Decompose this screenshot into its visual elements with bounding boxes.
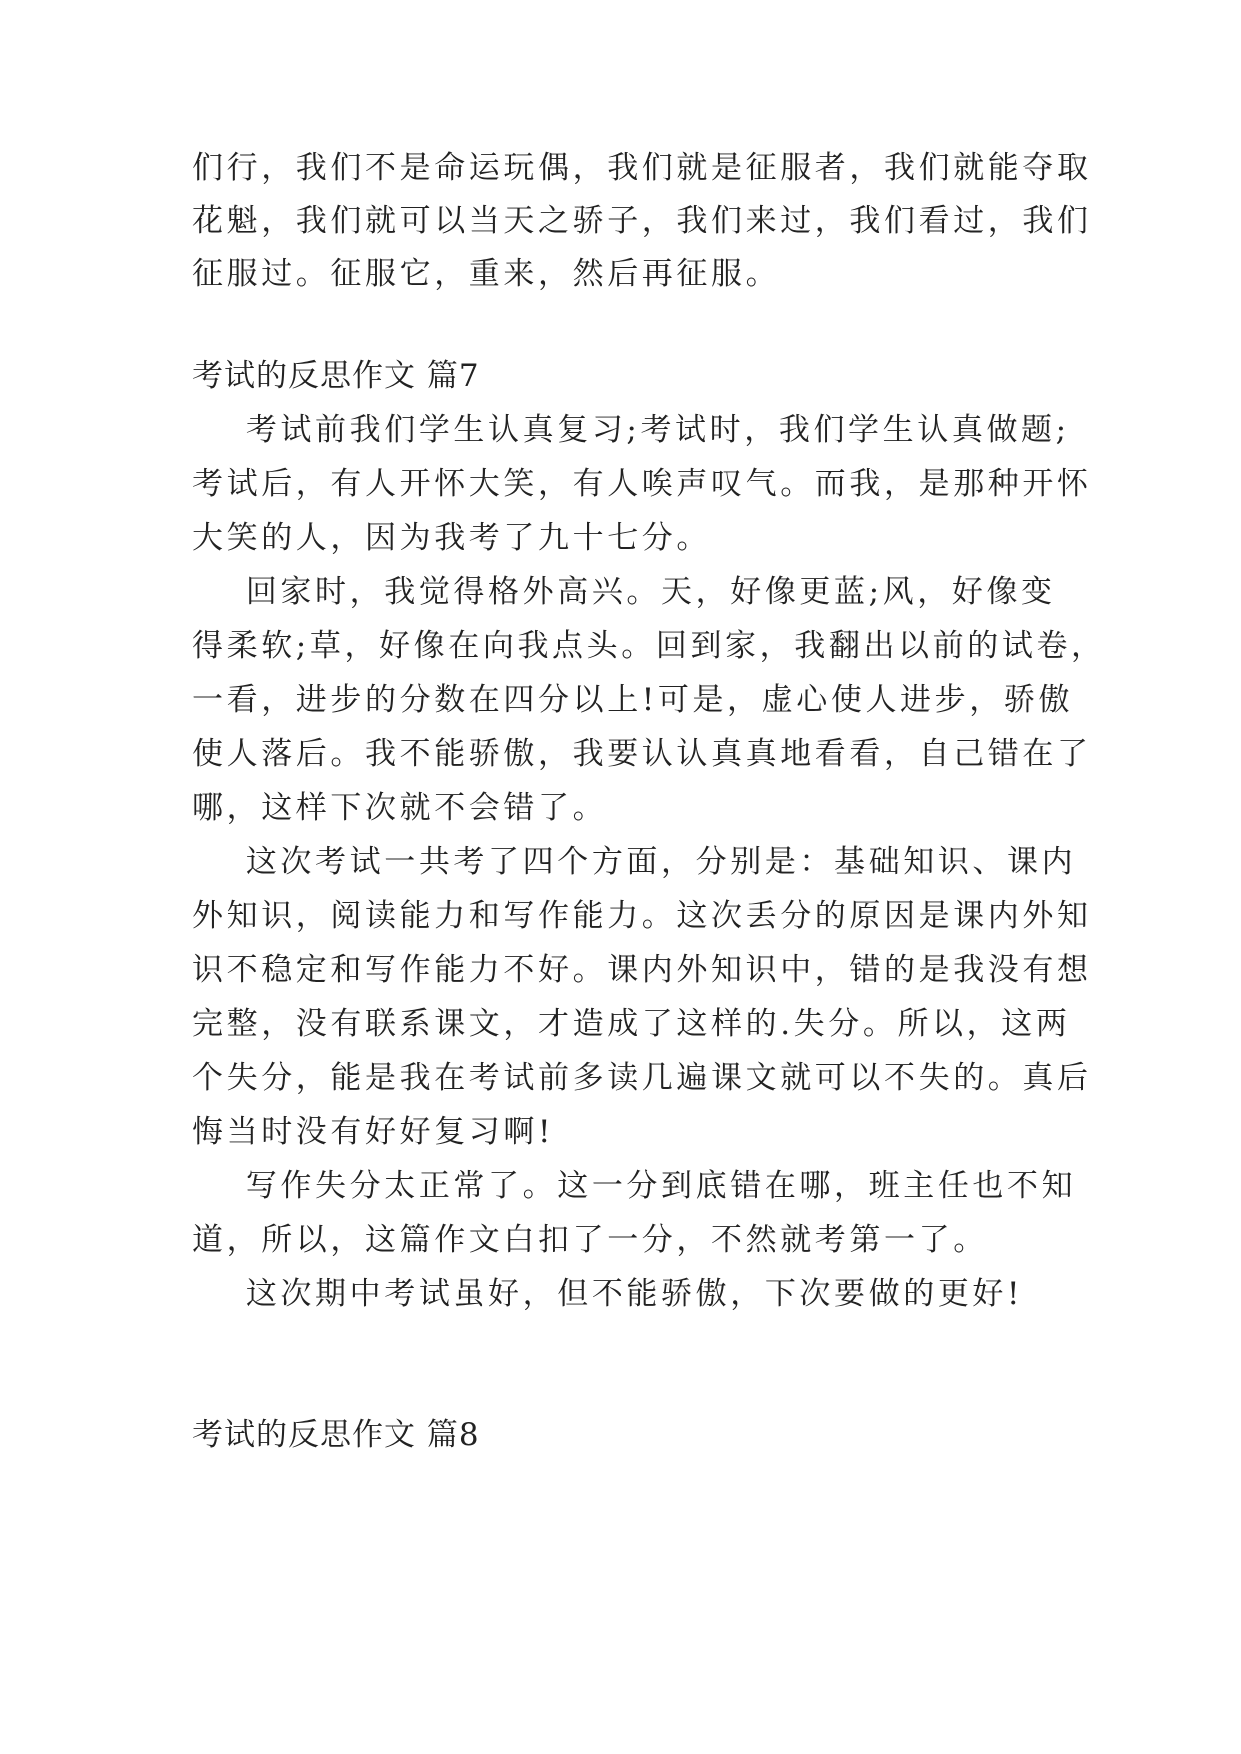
section-heading: 考试的反思作文 篇7 — [192, 358, 480, 394]
section-heading: 考试的反思作文 篇8 — [192, 1417, 480, 1453]
text-line: 大笑的人，因为我考了九十七分。 — [192, 520, 711, 556]
text-line: 回家时，我觉得格外高兴。天，好像更蓝;风，好像变 — [192, 574, 1056, 610]
text-line: 完整，没有联系课文，才造成了这样的.失分。所以，这两 — [192, 1006, 1071, 1042]
text-line: 悔当时没有好好复习啊! — [192, 1114, 555, 1150]
text-line: 道，所以，这篇作文白扣了一分，不然就考第一了。 — [192, 1222, 988, 1258]
text-line: 个失分，能是我在考试前多读几遍课文就可以不失的。真后 — [192, 1060, 1092, 1096]
text-line: 征服过。征服它，重来，然后再征服。 — [192, 256, 781, 292]
text-line: 们行，我们不是命运玩偶，我们就是征服者，我们就能夺取 — [192, 150, 1092, 186]
text-line: 考试后，有人开怀大笑，有人唉声叹气。而我，是那种开怀 — [192, 466, 1092, 502]
text-line: 使人落后。我不能骄傲，我要认认真真地看看，自己错在了 — [192, 736, 1092, 772]
text-line: 外知识，阅读能力和写作能力。这次丢分的原因是课内外知 — [192, 898, 1092, 934]
text-line: 一看，进步的分数在四分以上!可是，虚心使人进步，骄傲 — [192, 682, 1074, 718]
text-line: 花魁，我们就可以当天之骄子，我们来过，我们看过，我们 — [192, 203, 1092, 239]
text-line: 这次考试一共考了四个方面，分别是：基础知识、课内 — [192, 844, 1077, 880]
text-line: 识不稳定和写作能力不好。课内外知识中，错的是我没有想 — [192, 952, 1092, 988]
text-line: 写作失分太正常了。这一分到底错在哪，班主任也不知 — [192, 1168, 1077, 1204]
text-line: 这次期中考试虽好，但不能骄傲，下次要做的更好! — [192, 1276, 1024, 1312]
text-line: 哪，这样下次就不会错了。 — [192, 790, 608, 826]
text-line: 考试前我们学生认真复习;考试时，我们学生认真做题; — [192, 412, 1070, 448]
text-line: 得柔软;草，好像在向我点头。回到家，我翻出以前的试卷， — [192, 628, 1106, 664]
